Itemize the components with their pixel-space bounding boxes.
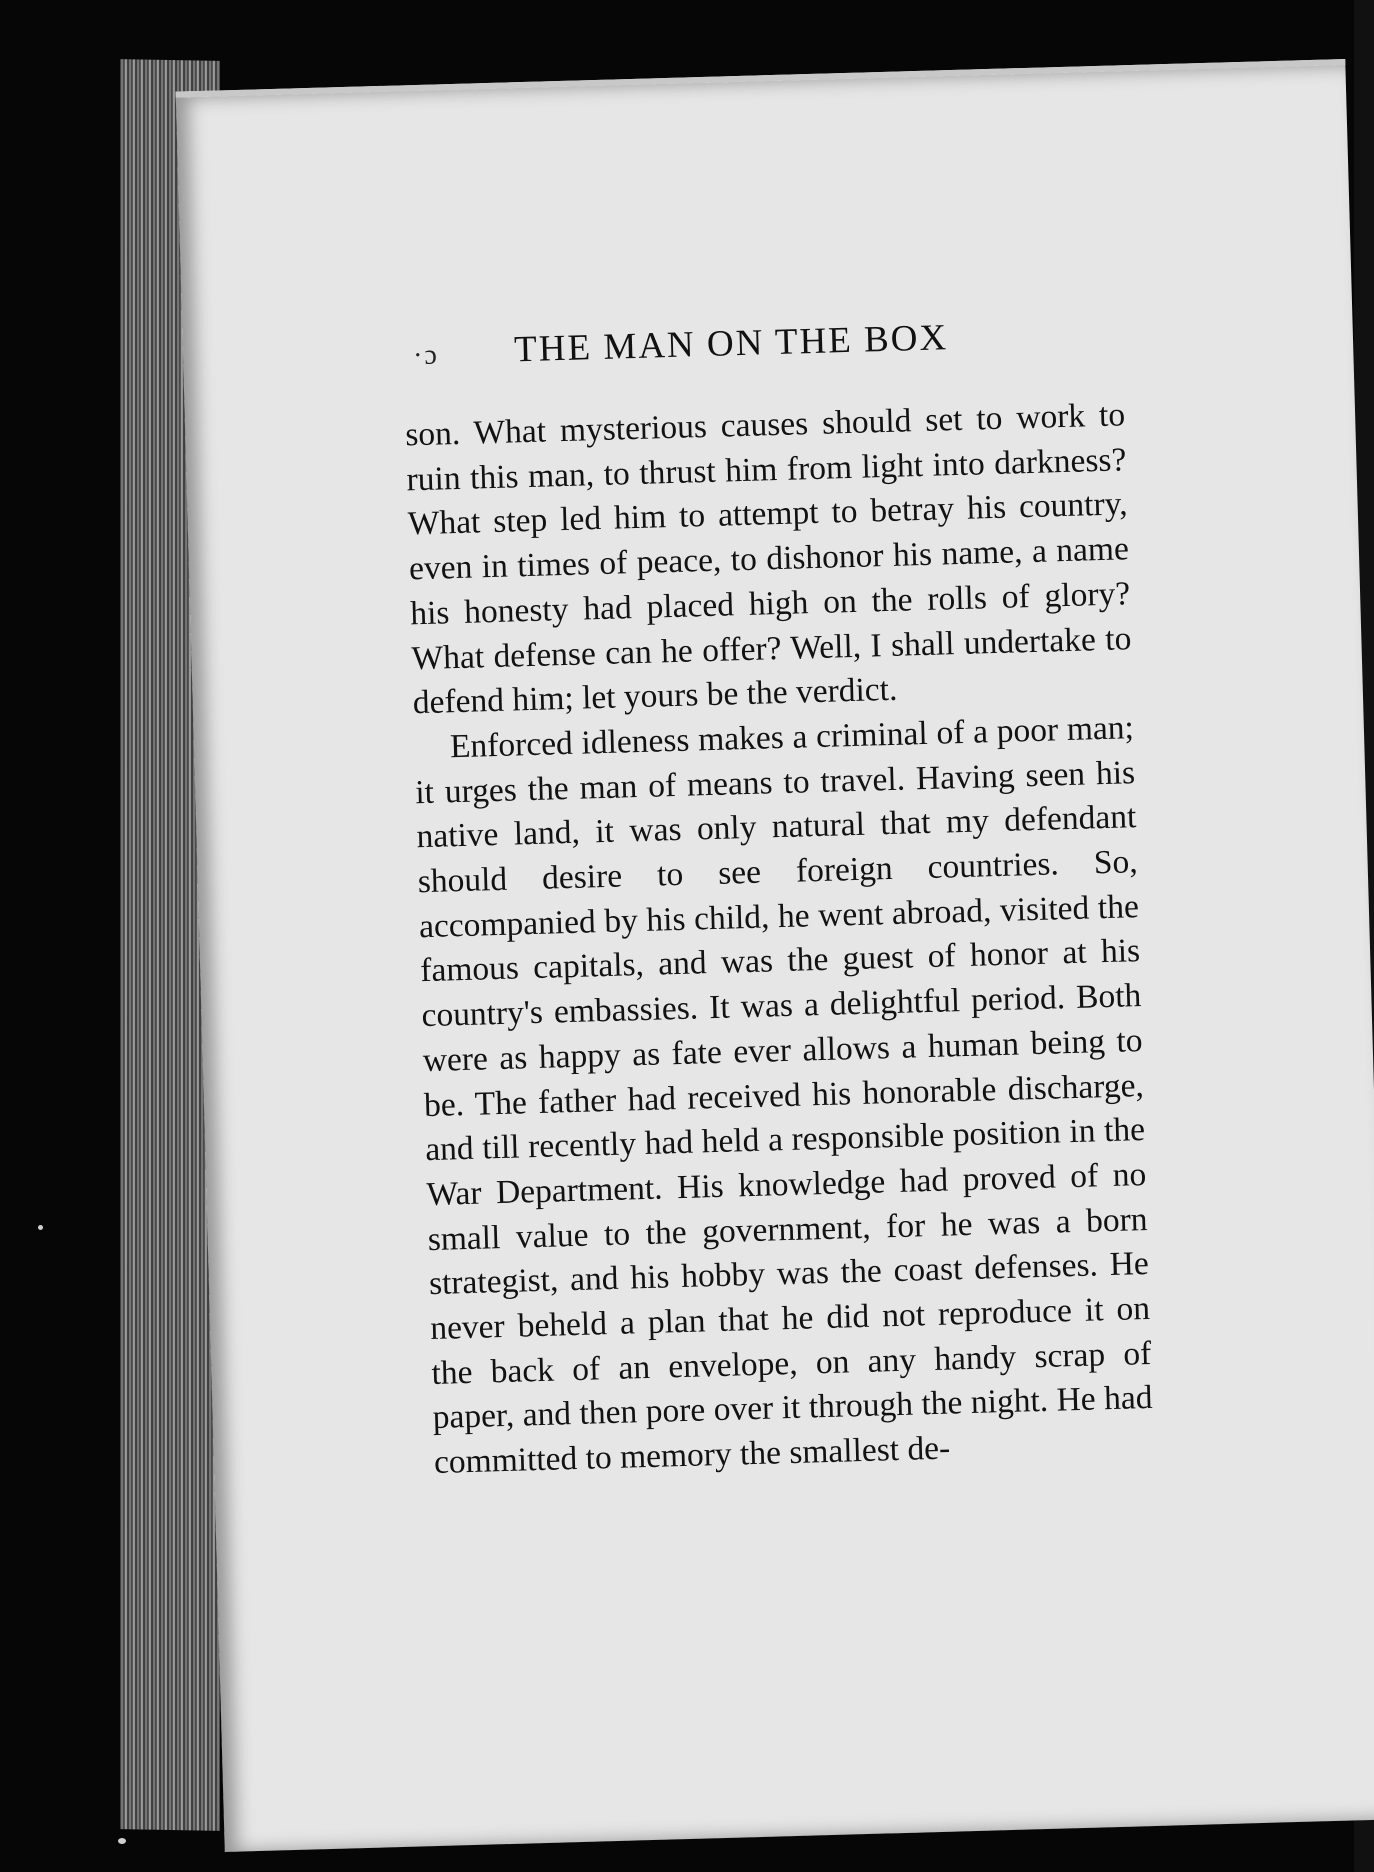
paragraph-1: son. What mysterious causes should set to work to ruin this man, to thrust him from light into darkness? What step led him to attempt to betray his country, even in times of peace, to dishonor his name, a name his honesty had placed high on the rolls of glory? What defense can he offer? Well, I shall undertake to defend him; let yours be the verdict. [404,396,1132,722]
running-title: THE MAN ON THE BOX [513,317,949,371]
scan-speck [38,1225,43,1230]
body-text [405,393,1155,1486]
paragraph-2: Enforced idleness makes a criminal of a poor man; it urges the man of means to travel. Having seen his native land, it was only natural that my defendant should desire to see foreign countries. So, accompanied by his child, he went abroad, visited the famous capitals, and was the guest of honor at his country's embassies. It was a delightful period. Both were as happy as fate ever allows a human being to be. The father had received his honorable discharge, and till recently had held a responsible position in the War Department. His knowledge had proved of no small value to the government, for he was a born strategist, and his hobby was the coast defenses. He never beheld a plan that he did not reproduce it on the back of an envelope, on any handy scrap of paper, and then pore over it through the night. He had committed to memory the smallest de- [414,709,1154,1482]
page-number: ·ɔ [412,339,440,372]
book-page [176,59,1374,1852]
scan-speck [118,1838,126,1844]
running-header [412,313,1053,374]
